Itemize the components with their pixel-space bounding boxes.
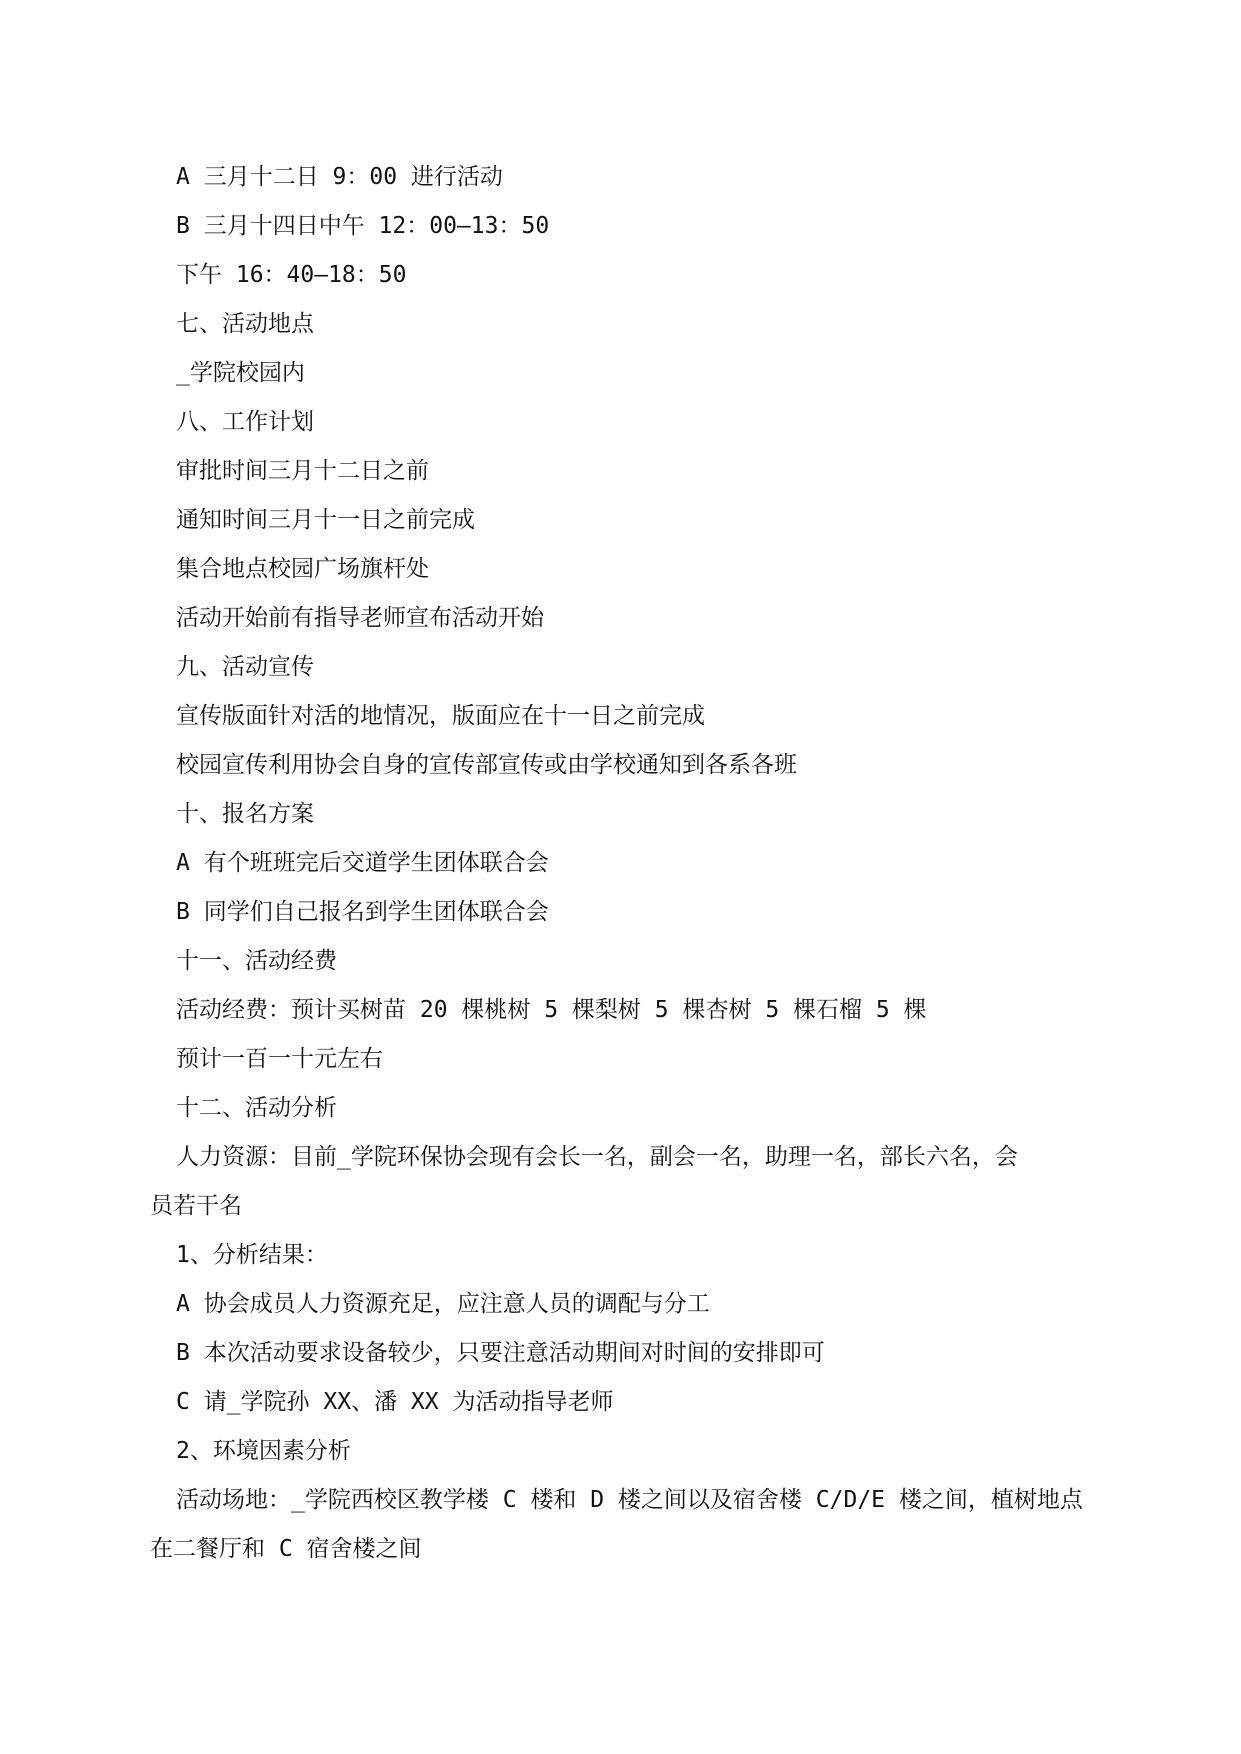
text-line-continuation: 员若干名 <box>150 1193 242 1219</box>
text-line: 活动开始前有指导老师宣布活动开始 <box>176 605 544 631</box>
text-line: _学院校园内 <box>176 360 305 386</box>
text-line: A 三月十二日 9：00 进行活动 <box>176 164 503 190</box>
text-line: 通知时间三月十一日之前完成 <box>176 507 475 533</box>
text-line: B 本次活动要求设备较少，只要注意活动期间对时间的安排即可 <box>176 1340 825 1366</box>
section-heading: 九、活动宣传 <box>176 654 314 680</box>
text-line: 活动经费：预计买树苗 20 棵桃树 5 棵梨树 5 棵杏树 5 棵石榴 5 棵 <box>176 997 927 1023</box>
text-line: 校园宣传利用协会自身的宣传部宣传或由学校通知到各系各班 <box>176 752 797 778</box>
section-heading: 八、工作计划 <box>176 409 314 435</box>
text-line: A 协会成员人力资源充足，应注意人员的调配与分工 <box>176 1291 710 1317</box>
section-heading: 十二、活动分析 <box>176 1095 337 1121</box>
text-line: 集合地点校园广场旗杆处 <box>176 556 429 582</box>
document-body <box>150 153 1096 1574</box>
text-line: 预计一百一十元左右 <box>176 1046 383 1072</box>
text-line-continuation: 在二餐厅和 C 宿舍楼之间 <box>150 1536 422 1562</box>
text-line: 人力资源：目前_学院环保协会现有会长一名，副会一名，助理一名，部长六名，会 <box>176 1144 1018 1170</box>
subsection-heading: 2、环境因素分析 <box>176 1438 351 1464</box>
text-line: 审批时间三月十二日之前 <box>176 458 429 484</box>
section-heading: 七、活动地点 <box>176 311 314 337</box>
subsection-heading: 1、分析结果： <box>176 1242 328 1268</box>
text-line: 活动场地：_学院西校区教学楼 C 楼和 D 楼之间以及宿舍楼 C/D/E 楼之间，植树地点 <box>176 1487 1083 1513</box>
section-heading: 十、报名方案 <box>176 801 314 827</box>
text-line: 宣传版面针对活的地情况，版面应在十一日之前完成 <box>176 703 705 729</box>
text-line: C 请_学院孙 XX、潘 XX 为活动指导老师 <box>176 1389 614 1415</box>
text-line: B 三月十四日中午 12：00—13：50 <box>176 213 550 239</box>
text-line: B 同学们自己报名到学生团体联合会 <box>176 899 549 925</box>
text-line: 下午 16：40—18：50 <box>176 262 407 288</box>
section-heading: 十一、活动经费 <box>176 948 337 974</box>
text-line: A 有个班班完后交道学生团体联合会 <box>176 850 549 876</box>
